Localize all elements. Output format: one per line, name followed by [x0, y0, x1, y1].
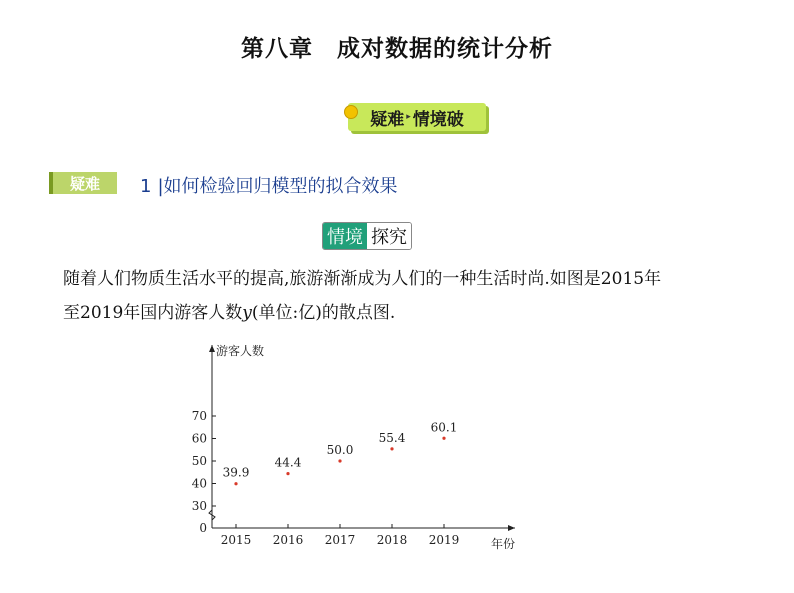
scatter-chart [180, 335, 540, 555]
paragraph-line-2 [63, 296, 763, 330]
x-tick-label: 2015 [220, 533, 252, 547]
variable-y: y [242, 303, 252, 323]
data-point [234, 482, 237, 485]
paragraph-line-2-end: (单位:亿)的散点图. [251, 303, 396, 323]
y-tick-label: 30 [191, 499, 207, 513]
chapter-title: 第八章 成对数据的统计分析 [241, 36, 553, 62]
y-tick-label: 60 [191, 431, 207, 446]
x-tick-label: 2018 [376, 533, 408, 547]
banner-left-label: 疑难 [370, 109, 405, 130]
badge-dot-icon [344, 105, 358, 119]
y-axis-label: 游客人数 [216, 344, 265, 358]
x-tick-label: 2016 [272, 533, 304, 547]
data-label: 39.9 [222, 465, 250, 480]
situation-tag-part1: 情境 [323, 223, 367, 249]
y-tick-label: 0 [199, 521, 207, 535]
difficulty-tag: 疑难 [49, 172, 117, 194]
data-point [338, 459, 341, 462]
x-axis-arrow-icon [508, 525, 515, 531]
data-label: 44.4 [274, 455, 302, 470]
difficulty-number: 1 [140, 176, 152, 197]
data-label: 60.1 [430, 420, 458, 435]
paragraph-line-1: 随着人们物质生活水平的提高,旅游渐渐成为人们的一种生活时尚.如图是2015年 [63, 269, 662, 289]
banner-right-label: 情境破 [412, 109, 464, 130]
banner-separator: ▸ [406, 112, 411, 122]
y-tick-label: 70 [191, 409, 207, 423]
data-label: 50.0 [326, 443, 354, 457]
y-tick-label: 50 [191, 454, 207, 468]
x-tick-label: 2019 [428, 533, 460, 547]
section-banner [348, 103, 486, 131]
data-point [442, 437, 445, 440]
difficulty-title: |如何检验回归模型的拟合效果 [157, 176, 398, 197]
y-tick-label: 40 [191, 476, 207, 491]
situation-tag-part2: 探究 [367, 223, 411, 249]
situation-tag [322, 222, 412, 250]
data-label: 55.4 [378, 430, 406, 445]
data-point [390, 447, 393, 450]
difficulty-heading [140, 172, 398, 198]
data-point [286, 472, 289, 475]
x-tick-label: 2017 [324, 533, 356, 547]
x-axis-label: 年份 [491, 537, 516, 551]
paragraph-line-2-start: 至2019年国内游客人数 [63, 303, 243, 323]
y-axis-arrow-icon [209, 345, 215, 352]
